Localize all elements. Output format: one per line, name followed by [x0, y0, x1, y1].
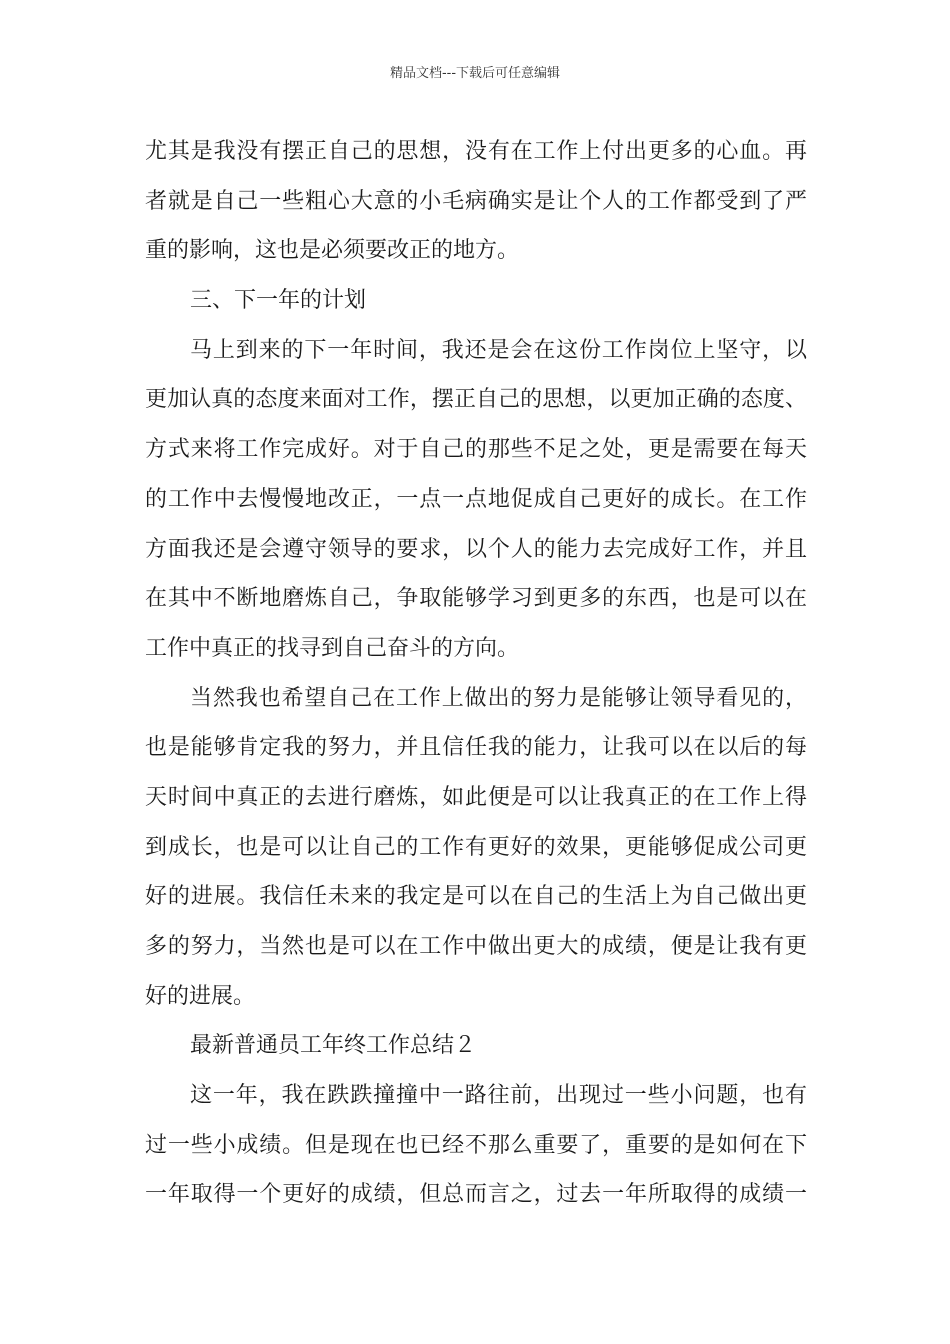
- text-line: 方式来将工作完成好。对于自己的那些不足之处，更是需要在每天: [145, 437, 807, 463]
- text-line: 马上到来的下一年时间，我还是会在这份工作岗位上坚守，以: [190, 337, 807, 363]
- text-line: 尤其是我没有摆正自己的思想，没有在工作上付出更多的心血。再: [145, 139, 807, 164]
- text-line: 好的进展。我信任未来的我定是可以在自己的生活上为自己做出更: [145, 884, 807, 910]
- text-line: 最新普通员工年终工作总结２: [190, 1033, 477, 1059]
- text-line: 当然我也希望自己在工作上做出的努力是能够让领导看见的，: [190, 685, 807, 711]
- text-line: 一年取得一个更好的成绩，但总而言之，过去一年所取得的成绩一: [145, 1182, 807, 1208]
- text-line: 者就是自己一些粗心大意的小毛病确实是让个人的工作都受到了严: [145, 188, 807, 214]
- text-line: 更加认真的态度来面对工作，摆正自己的思想，以更加正确的态度、: [145, 387, 807, 413]
- document-body: [145, 127, 807, 1220]
- text-line: 工作中真正的找寻到自己奋斗的方向。: [145, 635, 520, 661]
- page-header: 精品文档---下载后可任意编辑: [389, 66, 561, 81]
- text-line: 重的影响，这也是必须要改正的地方。: [145, 238, 520, 264]
- text-line: 的工作中去慢慢地改正，一点一点地促成自己更好的成长。在工作: [145, 486, 807, 512]
- text-line: 也是能够肯定我的努力，并且信任我的能力，让我可以在以后的每: [145, 735, 807, 761]
- text-line: 方面我还是会遵守领导的要求，以个人的能力去完成好工作，并且: [145, 536, 807, 562]
- text-line: 这一年，我在跌跌撞撞中一路往前，出现过一些小问题，也有: [190, 1083, 807, 1109]
- text-line: 好的进展。: [145, 983, 256, 1009]
- text-line: 在其中不断地磨炼自己，争取能够学习到更多的东西，也是可以在: [145, 586, 807, 612]
- text-line: 三、下一年的计划: [190, 288, 367, 314]
- text-line: 到成长，也是可以让自己的工作有更好的效果，更能够促成公司更: [145, 834, 807, 860]
- text-line: 天时间中真正的去进行磨炼，如此便是可以让我真正的在工作上得: [145, 784, 807, 810]
- text-line: 过一些小成绩。但是现在也已经不那么重要了，重要的是如何在下: [145, 1132, 807, 1158]
- text-line: 多的努力，当然也是可以在工作中做出更大的成绩，便是让我有更: [145, 934, 807, 959]
